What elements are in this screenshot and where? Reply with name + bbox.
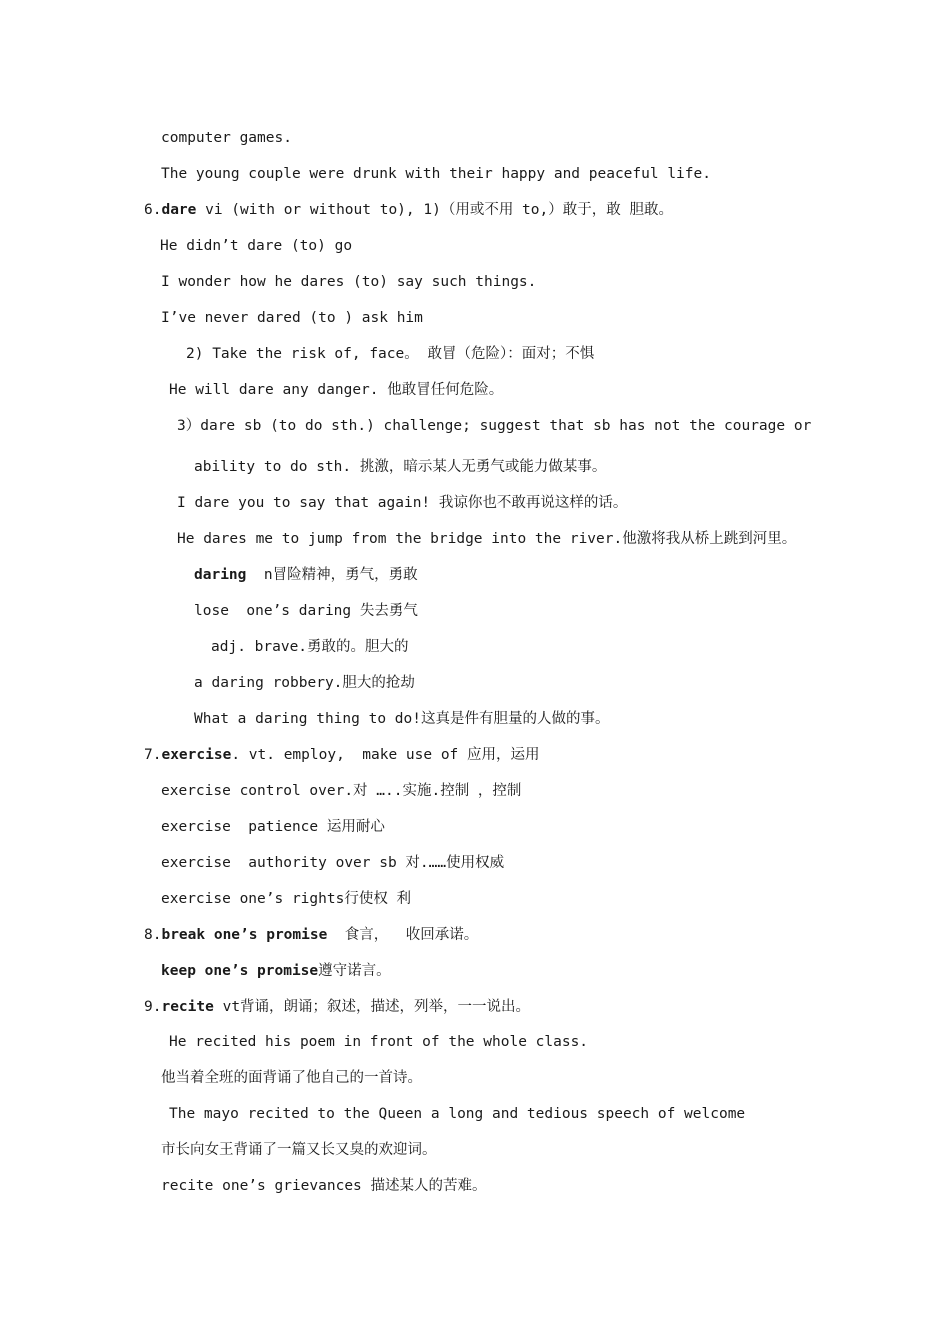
headword: break one’s promise bbox=[161, 927, 328, 943]
definition: vi (with or without to), 1)（用或不用 to,）敢于，敢 胆敢。 bbox=[196, 202, 673, 218]
translation-line: 市长向女王背诵了一篇又长又臭的欢迎词。 bbox=[161, 1142, 437, 1158]
example-line: The mayo recited to the Queen a long and tedious speech of welcome bbox=[169, 1106, 746, 1122]
entry-keep-promise bbox=[161, 961, 391, 981]
text-line: computer games. bbox=[161, 130, 292, 146]
entry-number: 8. bbox=[144, 927, 162, 943]
entry-dare bbox=[144, 200, 673, 220]
example-line: lose one’s daring 失去勇气 bbox=[194, 603, 418, 619]
definition: vt背诵，朗诵；叙述，描述，列举，一一说出。 bbox=[213, 999, 531, 1015]
example-line: He recited his poem in front of the whole class. bbox=[169, 1034, 589, 1050]
example-line: I dare you to say that again! 我谅你也不敢再说这样的话。 bbox=[177, 495, 628, 511]
example-line: recite one’s grievances 描述某人的苦难。 bbox=[161, 1178, 487, 1194]
entry-number: 7. bbox=[144, 747, 162, 763]
headword: recite bbox=[161, 999, 214, 1015]
example-line: What a daring thing to do!这真是件有胆量的人做的事。 bbox=[194, 711, 610, 727]
sense-continuation: ability to do sth. 挑激，暗示某人无勇气或能力做某事。 bbox=[194, 459, 607, 475]
headword: exercise bbox=[161, 747, 232, 763]
sense-line: adj. brave.勇敢的。胆大的 bbox=[211, 639, 409, 655]
example-line: He didn’t dare (to) go bbox=[160, 238, 353, 254]
example-line: He will dare any danger. 他敢冒任何危险。 bbox=[169, 382, 504, 398]
headword: keep one’s promise bbox=[161, 963, 319, 979]
headword: dare bbox=[161, 202, 197, 218]
translation-line: 他当着全班的面背诵了他自己的一首诗。 bbox=[161, 1070, 422, 1086]
sense-line: 2) Take the risk of, face。 敢冒（危险）：面对；不惧 bbox=[186, 346, 595, 362]
example-line: exercise one’s rights行使权 利 bbox=[161, 891, 412, 907]
definition: 遵守诺言。 bbox=[318, 963, 391, 979]
entry-exercise bbox=[144, 745, 540, 765]
text-line: The young couple were drunk with their happy and peaceful life. bbox=[161, 166, 711, 182]
example-line: a daring robbery.胆大的抢劫 bbox=[194, 675, 415, 691]
example-line: exercise authority over sb 对.……使用权威 bbox=[161, 855, 505, 871]
definition: n冒险精神，勇气，勇敢 bbox=[246, 567, 418, 583]
entry-break-promise bbox=[144, 925, 478, 945]
sense-line: 3）dare sb (to do sth.) challenge; suggest that sb has not the courage or bbox=[177, 418, 812, 434]
example-line: I’ve never dared (to ) ask him bbox=[161, 310, 423, 326]
example-line: I wonder how he dares (to) say such things. bbox=[161, 274, 537, 290]
definition: 食言， 收回承诺。 bbox=[327, 927, 479, 943]
headword: daring bbox=[194, 567, 247, 583]
example-line: exercise control over.对 …..实施.控制 ，控制 bbox=[161, 783, 522, 799]
entry-number: 6. bbox=[144, 202, 162, 218]
entry-daring bbox=[194, 565, 418, 585]
entry-recite bbox=[144, 997, 530, 1017]
example-line: He dares me to jump from the bridge into the river.他激将我从桥上跳到河里。 bbox=[177, 531, 797, 547]
example-line: exercise patience 运用耐心 bbox=[161, 819, 385, 835]
definition: . vt. employ, make use of 应用，运用 bbox=[231, 747, 540, 763]
entry-number: 9. bbox=[144, 999, 162, 1015]
